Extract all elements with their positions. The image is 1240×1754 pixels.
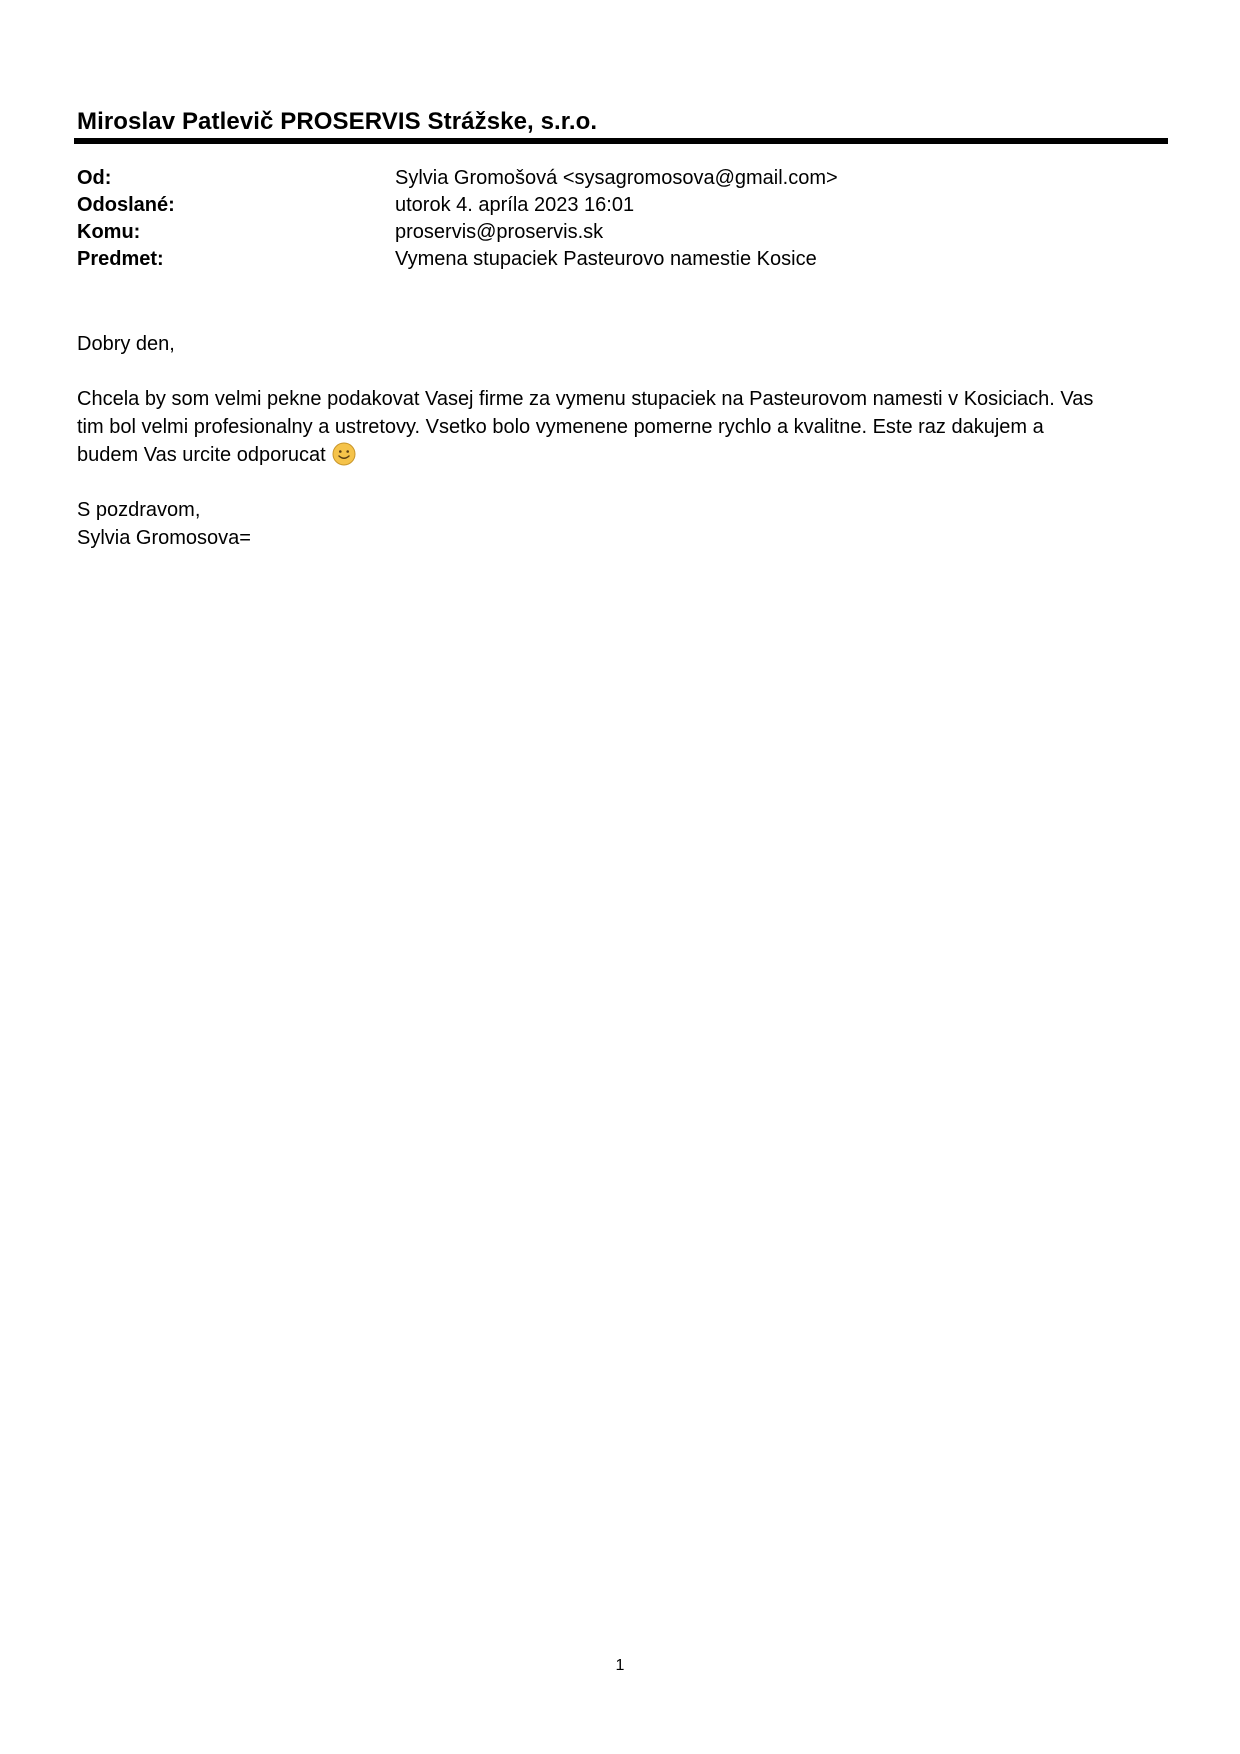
subject-row	[77, 246, 1137, 272]
document-title: Miroslav Patlevič PROSERVIS Strážske, s.r.o.	[77, 108, 598, 135]
paragraph-line-3-wrapper	[77, 441, 1157, 469]
email-greeting: Dobry den,	[77, 333, 175, 355]
email-paragraph	[77, 385, 1157, 469]
smiley-face-icon	[332, 442, 356, 466]
from-value: Sylvia Gromošová <sysagromosova@gmail.com>	[395, 167, 838, 189]
signature-line: Sylvia Gromosova=	[77, 527, 251, 549]
title-divider	[74, 138, 1168, 144]
to-row	[77, 219, 1137, 245]
to-label: Komu:	[77, 221, 141, 243]
from-label: Od:	[77, 167, 112, 189]
sent-row	[77, 192, 1137, 218]
sent-value: utorok 4. apríla 2023 16:01	[395, 194, 635, 216]
email-closing	[77, 496, 1157, 552]
paragraph-line-2: tim bol velmi profesionalny a ustretovy. Vsetko bolo vymenene pomerne rychlo a kvalitne. Este raz dakujem a	[77, 416, 1044, 438]
page-number: 1	[615, 1657, 625, 1674]
subject-label: Predmet:	[77, 248, 164, 270]
subject-value: Vymena stupaciek Pasteurovo namestie Kosice	[395, 248, 817, 270]
to-value: proservis@proservis.sk	[395, 221, 604, 243]
from-row	[77, 165, 1137, 191]
paragraph-line-3: budem Vas urcite odporucat	[77, 444, 326, 466]
closing-line: S pozdravom,	[77, 499, 201, 521]
paragraph-line-1: Chcela by som velmi pekne podakovat Vasej firme za vymenu stupaciek na Pasteurovom namesti v Kosiciach. Vas	[77, 388, 1094, 410]
sent-label: Odoslané:	[77, 194, 175, 216]
